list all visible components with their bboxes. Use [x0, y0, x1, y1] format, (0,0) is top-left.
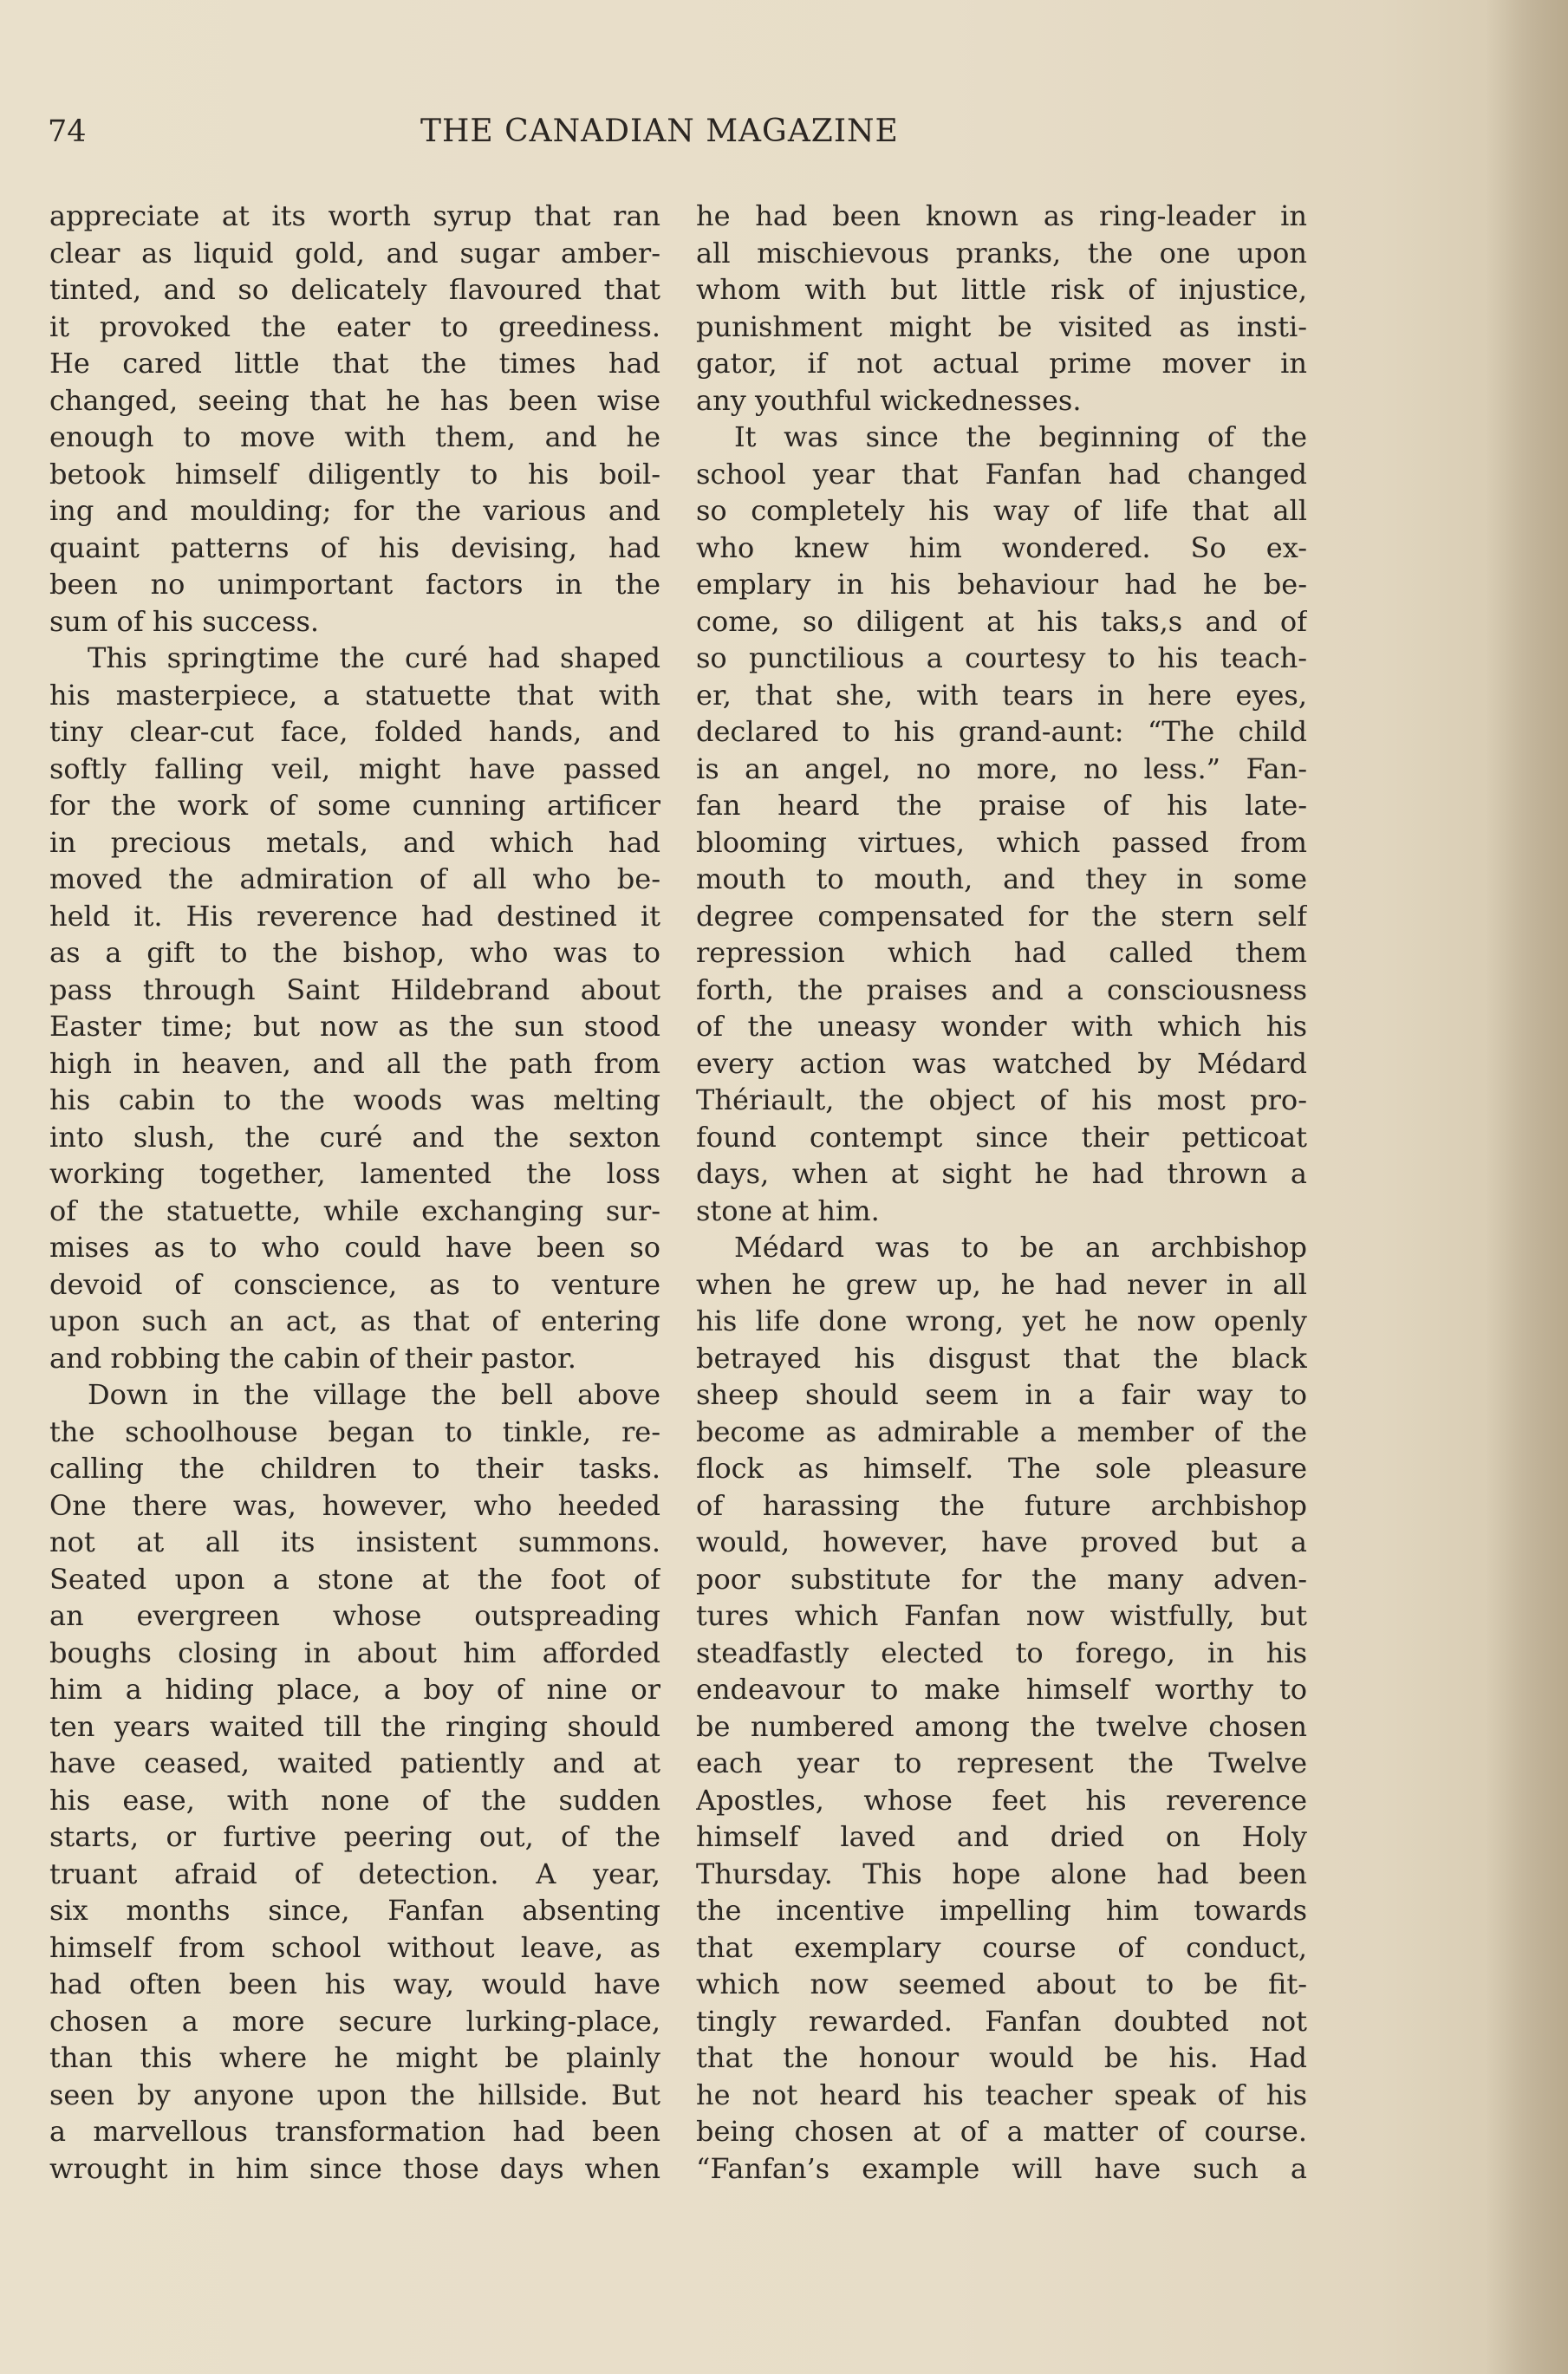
text-line: school year that Fanfan had changed	[696, 457, 1307, 491]
text-line: whom with but little risk of injustice,	[696, 273, 1307, 306]
text-line: as a gift to the bishop, who was to	[49, 936, 660, 969]
text-line: wrought in him since those days when	[49, 2151, 660, 2185]
text-line: come, so diligent at his taks,s and of	[696, 604, 1307, 638]
text-line: of harassing the future archbishop	[696, 1488, 1307, 1522]
text-line: which now seemed about to be fit-	[696, 1967, 1307, 2000]
text-line: not at all its insistent summons.	[49, 1525, 660, 1558]
text-line: stone at him.	[696, 1194, 880, 1227]
text-line: Down in the village the bell above	[88, 1378, 660, 1411]
text-line: It was since the beginning of the	[734, 420, 1307, 453]
text-line: er, that she, with tears in here eyes,	[696, 678, 1307, 712]
text-line: six months since, Fanfan absenting	[49, 1894, 660, 1927]
text-line: steadfastly elected to forego, in his	[696, 1636, 1307, 1669]
text-line: changed, seeing that he has been wise	[49, 383, 660, 417]
text-line: chosen a more secure lurking-place,	[49, 2004, 660, 2038]
text-line: betook himself diligently to his boil-	[49, 457, 660, 491]
text-line: that the honour would be his. Had	[696, 2041, 1307, 2074]
text-line: poor substitute for the many adven-	[696, 1562, 1307, 1596]
text-line: Apostles, whose feet his reverence	[696, 1783, 1307, 1817]
page-edge-shadow	[1486, 0, 1568, 2374]
text-line: his masterpiece, a statuette that with	[49, 678, 660, 712]
text-line: tiny clear-cut face, folded hands, and	[49, 715, 660, 748]
text-line: in precious metals, and which had	[49, 825, 660, 859]
text-line: enough to move with them, and he	[49, 420, 660, 453]
text-line: become as admirable a member of the	[696, 1415, 1307, 1448]
text-line: that exemplary course of conduct,	[696, 1930, 1307, 1964]
text-line: starts, or furtive peering out, of the	[49, 1820, 660, 1853]
text-line: flock as himself. The sole pleasure	[696, 1452, 1307, 1485]
text-line: being chosen at of a matter of course.	[696, 2115, 1307, 2148]
right-text-column	[696, 198, 1307, 2187]
text-line: found contempt since their petticoat	[696, 1120, 1307, 1154]
text-line: sheep should seem in a fair way to	[696, 1378, 1307, 1411]
text-line: Easter time; but now as the sun stood	[49, 1010, 660, 1043]
text-line: he not heard his teacher speak of his	[696, 2078, 1307, 2111]
text-line: This springtime the curé had shaped	[88, 641, 660, 674]
text-line: his life done wrong, yet he now openly	[696, 1304, 1307, 1337]
text-line: had often been his way, would have	[49, 1967, 660, 2000]
text-line: high in heaven, and all the path from	[49, 1046, 660, 1080]
text-line: himself from school without leave, as	[49, 1930, 660, 1964]
text-line: devoid of conscience, as to venture	[49, 1267, 660, 1301]
text-line: Thériault, the object of his most pro-	[696, 1083, 1307, 1116]
text-line: forth, the praises and a consciousness	[696, 972, 1307, 1006]
text-line: gator, if not actual prime mover in	[696, 347, 1307, 380]
text-line: blooming virtues, which passed from	[696, 825, 1307, 859]
text-line: would, however, have proved but a	[696, 1525, 1307, 1558]
text-line: “Fanfan’s example will have such a	[696, 2151, 1307, 2185]
text-line: of the uneasy wonder with which his	[696, 1010, 1307, 1043]
text-line: betrayed his disgust that the black	[696, 1341, 1307, 1375]
text-line: who knew him wondered. So ex-	[696, 530, 1307, 564]
text-line: softly falling veil, might have passed	[49, 751, 660, 785]
text-line: He cared little that the times had	[49, 347, 660, 380]
text-line: quaint patterns of his devising, had	[49, 530, 660, 564]
text-line: each year to represent the Twelve	[696, 1746, 1307, 1779]
text-line: pass through Saint Hildebrand about	[49, 972, 660, 1006]
text-line: fan heard the praise of his late-	[696, 789, 1307, 822]
text-line: tinted, and so delicately flavoured that	[49, 273, 660, 306]
magazine-title: THE CANADIAN MAGAZINE	[420, 114, 899, 149]
text-line: tures which Fanfan now wistfully, but	[696, 1599, 1307, 1632]
text-line: have ceased, waited patiently and at	[49, 1746, 660, 1779]
text-line: any youthful wickednesses.	[696, 383, 1082, 417]
text-line: the schoolhouse began to tinkle, re-	[49, 1415, 660, 1448]
text-line: into slush, the curé and the sexton	[49, 1120, 660, 1154]
text-line: upon such an act, as that of entering	[49, 1304, 660, 1337]
text-line: ten years waited till the ringing should	[49, 1709, 660, 1743]
text-line: ing and moulding; for the various and	[49, 494, 660, 527]
text-line: held it. His reverence had destined it	[49, 899, 660, 933]
text-line: truant afraid of detection. A year,	[49, 1857, 660, 1890]
text-line: his ease, with none of the sudden	[49, 1783, 660, 1817]
text-line: seen by anyone upon the hillside. But	[49, 2078, 660, 2111]
text-line: is an angel, no more, no less.” Fan-	[696, 751, 1307, 785]
text-line: repression which had called them	[696, 936, 1307, 969]
text-line: he had been known as ring-leader in	[696, 199, 1307, 232]
running-header	[48, 110, 942, 153]
text-line: working together, lamented the loss	[49, 1157, 660, 1190]
text-line: clear as liquid gold, and sugar amber-	[49, 236, 660, 270]
text-line: and robbing the cabin of their pastor.	[49, 1341, 576, 1375]
text-line: Thursday. This hope alone had been	[696, 1857, 1307, 1890]
text-line: all mischievous pranks, the one upon	[696, 236, 1307, 270]
text-line: emplary in his behaviour had he be-	[696, 568, 1307, 601]
text-line: mises as to who could have been so	[49, 1231, 660, 1264]
text-line: a marvellous transformation had been	[49, 2115, 660, 2148]
text-line: so punctilious a courtesy to his teach-	[696, 641, 1307, 674]
text-line: moved the admiration of all who be-	[49, 862, 660, 895]
text-line: so completely his way of life that all	[696, 494, 1307, 527]
text-line: Médard was to be an archbishop	[734, 1231, 1307, 1264]
text-line: appreciate at its worth syrup that ran	[49, 199, 660, 232]
text-line: mouth to mouth, and they in some	[696, 862, 1307, 895]
text-line: sum of his success.	[49, 604, 320, 638]
text-line: One there was, however, who heeded	[49, 1488, 660, 1522]
text-line: calling the children to their tasks.	[49, 1452, 660, 1485]
text-line: than this where he might be plainly	[49, 2041, 660, 2074]
text-line: endeavour to make himself worthy to	[696, 1673, 1307, 1706]
text-line: the incentive impelling him towards	[696, 1894, 1307, 1927]
text-line: of the statuette, while exchanging sur-	[49, 1194, 660, 1227]
page-number: 74	[48, 114, 87, 149]
text-line: days, when at sight he had thrown a	[696, 1157, 1307, 1190]
text-line: every action was watched by Médard	[696, 1046, 1307, 1080]
text-line: be numbered among the twelve chosen	[696, 1709, 1307, 1743]
text-line: tingly rewarded. Fanfan doubted not	[696, 2004, 1307, 2038]
text-line: it provoked the eater to greediness.	[49, 309, 660, 343]
text-line: Seated upon a stone at the foot of	[49, 1562, 660, 1596]
text-line: declared to his grand-aunt: “The child	[696, 715, 1307, 748]
text-line: when he grew up, he had never in all	[696, 1267, 1307, 1301]
text-line: been no unimportant factors in the	[49, 568, 660, 601]
text-line: punishment might be visited as insti-	[696, 309, 1307, 343]
text-line: an evergreen whose outspreading	[49, 1599, 660, 1632]
text-line: boughs closing in about him afforded	[49, 1636, 660, 1669]
text-line: for the work of some cunning artificer	[49, 789, 660, 822]
text-line: him a hiding place, a boy of nine or	[49, 1673, 660, 1706]
text-line: his cabin to the woods was melting	[49, 1083, 660, 1116]
text-line: himself laved and dried on Holy	[696, 1820, 1307, 1853]
left-text-column	[49, 198, 660, 2187]
text-line: degree compensated for the stern self	[696, 899, 1307, 933]
